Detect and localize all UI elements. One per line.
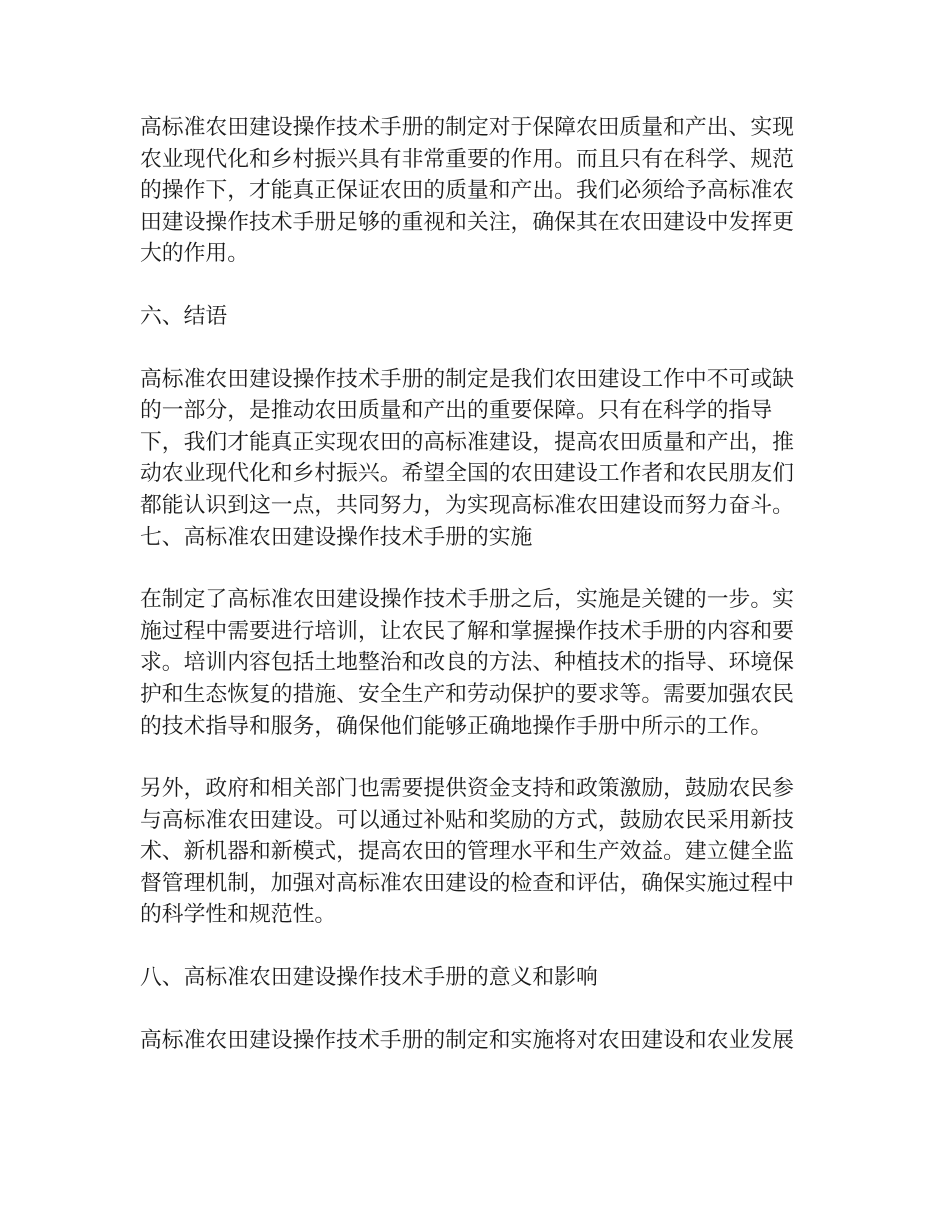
text-line: 在制定了高标准农田建设操作技术手册之后，实施是关键的一步。实 <box>140 587 794 613</box>
paragraph-gap <box>140 333 796 364</box>
text-line: 术、新机器和新模式，提高农田的管理水平和生产效益。建立健全监 <box>140 839 794 865</box>
paragraph-gap <box>140 270 796 301</box>
text-line: 大的作用。 <box>140 241 249 267</box>
text-line: 动农业现代化和乡村振兴。希望全国的农田建设工作者和农民朋友们 <box>140 461 794 487</box>
text-line: 的科学性和规范性。 <box>140 902 337 928</box>
paragraph-conclusion <box>140 364 796 554</box>
text-line: 的技术指导和服务，确保他们能够正确地操作手册中所示的工作。 <box>140 713 773 739</box>
text-line: 农业现代化和乡村振兴具有非常重要的作用。而且只有在科学、规范 <box>140 146 794 172</box>
paragraph-importance <box>140 112 796 270</box>
heading-line: 六、结语 <box>140 303 228 329</box>
text-line: 的一部分，是推动农田质量和产出的重要保障。只有在科学的指导 <box>140 398 773 424</box>
text-line: 另外，政府和相关部门也需要提供资金支持和政策激励，鼓励农民参 <box>140 776 794 802</box>
document-page <box>140 112 796 1056</box>
text-line: 高标准农田建设操作技术手册的制定和实施将对农田建设和农业发展 <box>140 1027 794 1053</box>
paragraph-gap <box>140 553 796 584</box>
text-line: 求。培训内容包括土地整治和改良的方法、种植技术的指导、环境保 <box>140 650 794 676</box>
paragraph-gap <box>140 931 796 962</box>
heading-line: 八、高标准农田建设操作技术手册的意义和影响 <box>140 965 598 991</box>
heading-line: 七、高标准农田建设操作技术手册的实施 <box>140 524 533 550</box>
paragraph-significance <box>140 1025 796 1057</box>
text-line: 高标准农田建设操作技术手册的制定是我们农田建设工作中不可或缺 <box>140 366 794 392</box>
paragraph-gap <box>140 742 796 773</box>
text-line: 护和生态恢复的措施、安全生产和劳动保护的要求等。需要加强农民 <box>140 681 794 707</box>
text-line: 高标准农田建设操作技术手册的制定对于保障农田质量和产出、实现 <box>140 115 794 140</box>
text-line: 田建设操作技术手册足够的重视和关注，确保其在农田建设中发挥更 <box>140 209 794 235</box>
text-line: 督管理机制，加强对高标准农田建设的检查和评估，确保实施过程中 <box>140 870 794 896</box>
text-line: 施过程中需要进行培训，让农民了解和掌握操作技术手册的内容和要 <box>140 618 794 644</box>
text-line: 下，我们才能真正实现农田的高标准建设，提高农田质量和产出，推 <box>140 429 794 455</box>
section-heading-significance <box>140 962 796 994</box>
text-line: 都能认识到这一点，共同努力，为实现高标准农田建设而努力奋斗。 <box>140 492 794 518</box>
paragraph-gap <box>140 994 796 1025</box>
paragraph-support <box>140 773 796 931</box>
text-line: 的操作下，才能真正保证农田的质量和产出。我们必须给予高标准农 <box>140 178 794 204</box>
text-line: 与高标准农田建设。可以通过补贴和奖励的方式，鼓励农民采用新技 <box>140 807 794 833</box>
paragraph-implementation <box>140 584 796 742</box>
section-heading-conclusion <box>140 301 796 333</box>
